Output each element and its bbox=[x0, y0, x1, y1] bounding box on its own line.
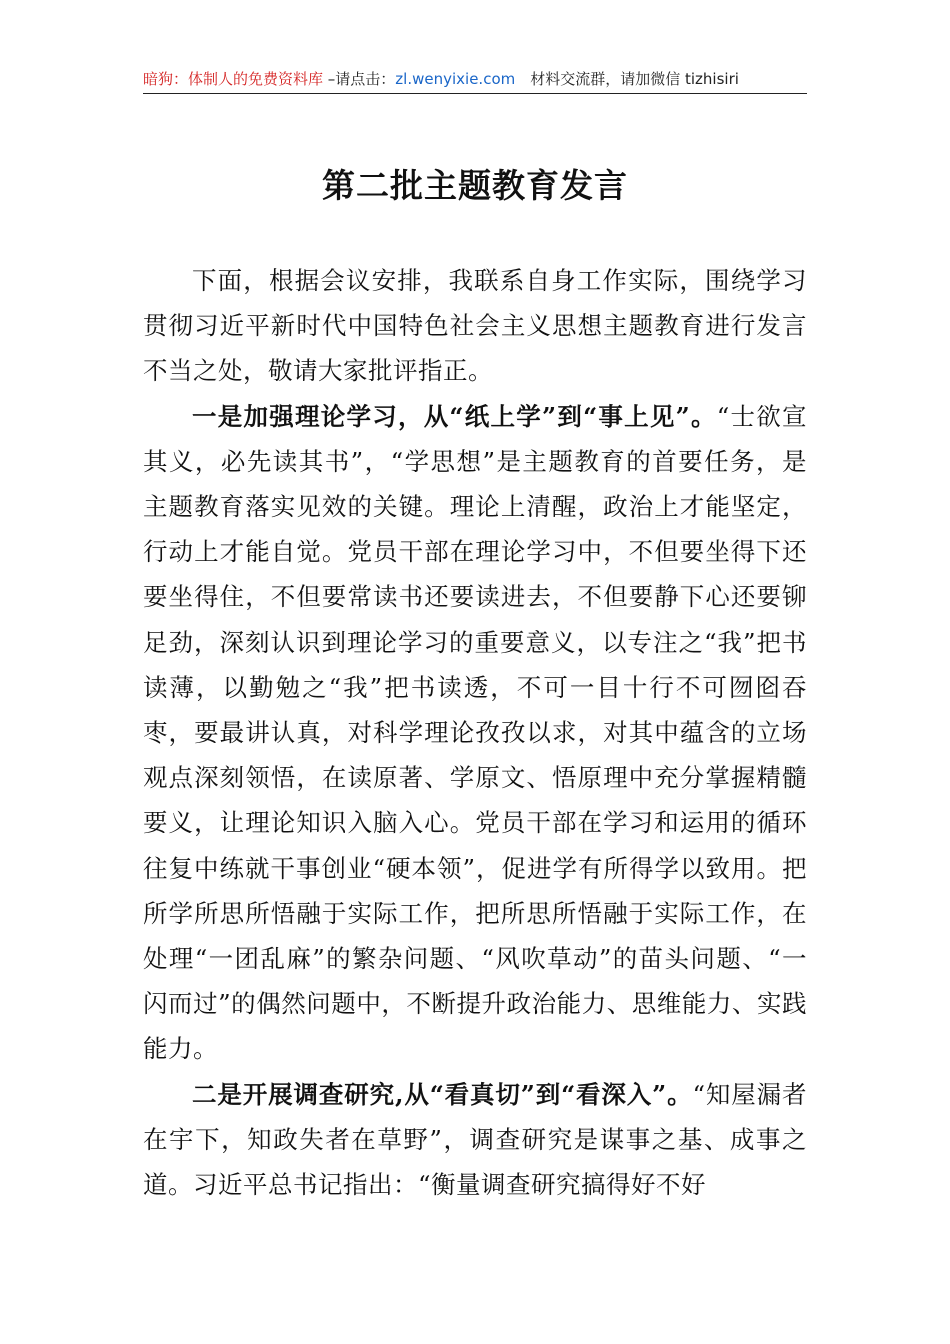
watermark-header bbox=[143, 66, 807, 92]
header-wechat-note: 材料交流群，请加微信 tizhisiri bbox=[515, 70, 739, 88]
document-body bbox=[143, 258, 807, 1207]
header-click-prompt: –请点击： bbox=[323, 70, 396, 88]
document-title: 第二批主题教育发言 bbox=[322, 166, 628, 205]
point-one-text: “士欲宣其义，必先读其书”，“学思想”是主题教育的首要任务，是主题教育落实见效的关键。理论上清醒，政治上才能坚定，行动上才能自觉。党员干部在理论学习中，不但要坐得下还要坐得住，不但要常读书还要读进去，不但要静下心还要铆足劲，深刻认识到理论学习的重要意义，以专注之“我”把书读薄，以勤勉之“我”把书读透，不可一目十行不可囫囵吞枣，要最讲认真，对科学理论孜孜以求，对其中蕴含的立场观点深刻领悟，在读原著、学原文、悟原理中充分掌握精髓要义，让理论知识入脑入心。党员干部在学习和运用的循环往复中练就干事创业“硬本领”，促进学有所得学以致用。把所学所思所悟融于实际工作，把所思所悟融于实际工作，在处理“一团乱麻”的繁杂问题、“风吹草动”的苗头问题、“一闪而过”的偶然问题中，不断提升政治能力、思维能力、实践能力。 bbox=[143, 401, 807, 1064]
header-link[interactable]: zl.wenyixie.com bbox=[395, 70, 516, 88]
point-one-heading: 一是加强理论学习，从“纸上学”到“事上见”。 bbox=[192, 401, 717, 431]
paragraph-point-one bbox=[143, 394, 807, 1072]
header-site-name: 暗狗：体制人的免费资料库 bbox=[143, 70, 324, 88]
paragraph-point-two bbox=[143, 1072, 807, 1208]
point-two-text: “知屋漏者在宇下，知政失者在草野”，调查研究是谋事之基、成事之道。习近平总书记指出：“衡量调查研究搞得好不好 bbox=[143, 1079, 807, 1200]
header-divider bbox=[143, 93, 807, 94]
paragraph-intro: 下面，根据会议安排，我联系自身工作实际，围绕学习贯彻习近平新时代中国特色社会主义思想主题教育进行发言不当之处，敬请大家批评指正。 bbox=[143, 266, 807, 386]
point-two-heading: 二是开展调查研究,从“看真切”到“看深入”。 bbox=[192, 1079, 693, 1109]
